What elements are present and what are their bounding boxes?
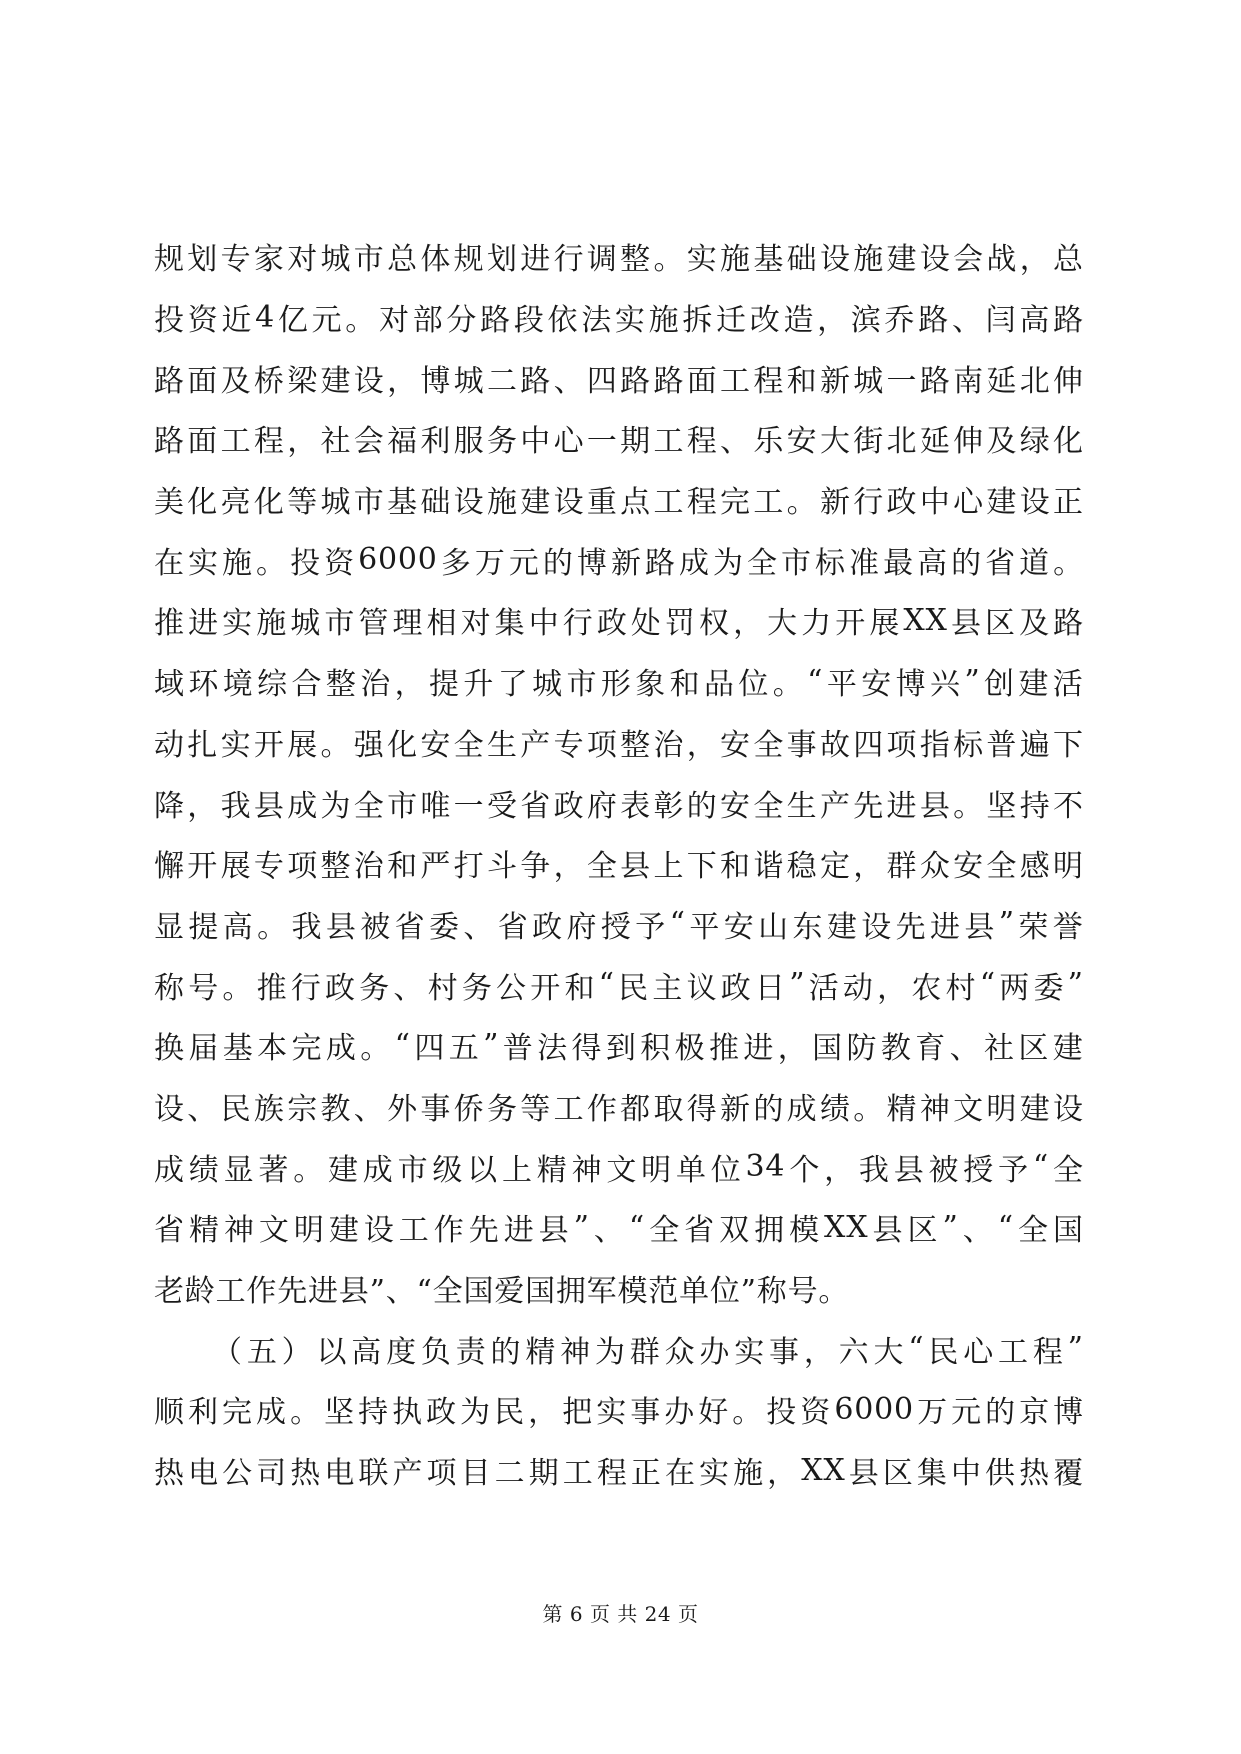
text-line: 称 号 。 推 行 政 务 、 村 务 公 开 和 “ 民 主 议 政 日 ” 活 动 ， 农 村 “ 两 委 ” [154, 967, 1084, 1006]
text-line: 推 进 实 施 城 市 管 理 相 对 集 中 行 政 处 罚 权 ， 大 力 开 展 XX 县 区 及 路 [154, 602, 1084, 642]
text-line: 成 绩 显 著 。 建 成 市 级 以 上 精 神 文 明 单 位 34 个 ， 我 县 被 授 予 “ 全 [154, 1149, 1084, 1188]
text-line: 省 精 神 文 明 建 设 工 作 先 进 县 ” 、 “ 全 省 双 拥 模 XX 县 区 ” 、 “ 全 国 [154, 1209, 1084, 1249]
text-line: 美 化 亮 化 等 城 市 基 础 设 施 建 设 重 点 工 程 完 工 。 新 行 政 中 心 建 设 正 [154, 485, 1084, 521]
text-line: 顺 利 完 成 。 坚 持 执 政 为 民 ， 把 实 事 办 好 。 投 资 6000 万 元 的 京 博 [154, 1391, 1084, 1431]
page-number-footer: 第 6 页 共 24 页 [542, 1602, 699, 1626]
text-line: 规 划 专 家 对 城 市 总 体 规 划 进 行 调 整 。 实 施 基 础 设 施 建 设 会 战 ， 总 [154, 242, 1084, 278]
text-line: 热 电 公 司 热 电 联 产 项 目 二 期 工 程 正 在 实 施 ， XX 县 区 集 中 供 热 覆 [154, 1452, 1084, 1492]
text-line: 换 届 基 本 完 成 。 “ 四 五 ” 普 法 得 到 积 极 推 进 ， 国 防 教 育 、 社 区 建 [154, 1027, 1084, 1067]
text-line: 懈 开 展 专 项 整 治 和 严 打 斗 争 ， 全 县 上 下 和 谐 稳 定 ， 群 众 安 全 感 明 [154, 849, 1084, 885]
text-line: 显 提 高 。 我 县 被 省 委 、 省 政 府 授 予 “ 平 安 山 东 建 设 先 进 县 ” 荣 誉 [154, 906, 1084, 945]
text-line: 动 扎 实 开 展 。 强 化 安 全 生 产 专 项 整 治 ， 安 全 事 故 四 项 指 标 普 遍 下 [154, 727, 1084, 763]
text-line: 老龄工作先进县”、“全国爱国拥军模范单位”称号。 [154, 1274, 850, 1310]
text-line: 在 实 施 。 投 资 6000 多 万 元 的 博 新 路 成 为 全 市 标 准 最 高 的 省 道 。 [154, 542, 1084, 581]
text-line: 投 资 近 4 亿 元 。 对 部 分 路 段 依 法 实 施 拆 迁 改 造 ， 滨 乔 路 、 闫 高 路 [154, 299, 1084, 339]
document-body [154, 226, 1084, 1500]
text-line: 路 面 工 程 ， 社 会 福 利 服 务 中 心 一 期 工 程 、 乐 安 大 街 北 延 伸 及 绿 化 [154, 424, 1084, 460]
section-heading-line: （ 五 ） 以 高 度 负 责 的 精 神 为 群 众 办 实 事 ， 六 大 “ 民 心 工 程 ” [212, 1331, 1084, 1370]
text-line: 设 、 民 族 宗 教 、 外 事 侨 务 等 工 作 都 取 得 新 的 成 绩 。 精 神 文 明 建 设 [154, 1091, 1084, 1127]
text-line: 路 面 及 桥 梁 建 设 ， 博 城 二 路 、 四 路 路 面 工 程 和 新 城 一 路 南 延 北 伸 [154, 363, 1084, 399]
text-line: 域 环 境 综 合 整 治 ， 提 升 了 城 市 形 象 和 品 位 。 “ 平 安 博 兴 ” 创 建 活 [154, 663, 1084, 703]
text-line: 降 ， 我 县 成 为 全 市 唯 一 受 省 政 府 表 彰 的 安 全 生 产 先 进 县 。 坚 持 不 [154, 788, 1084, 824]
